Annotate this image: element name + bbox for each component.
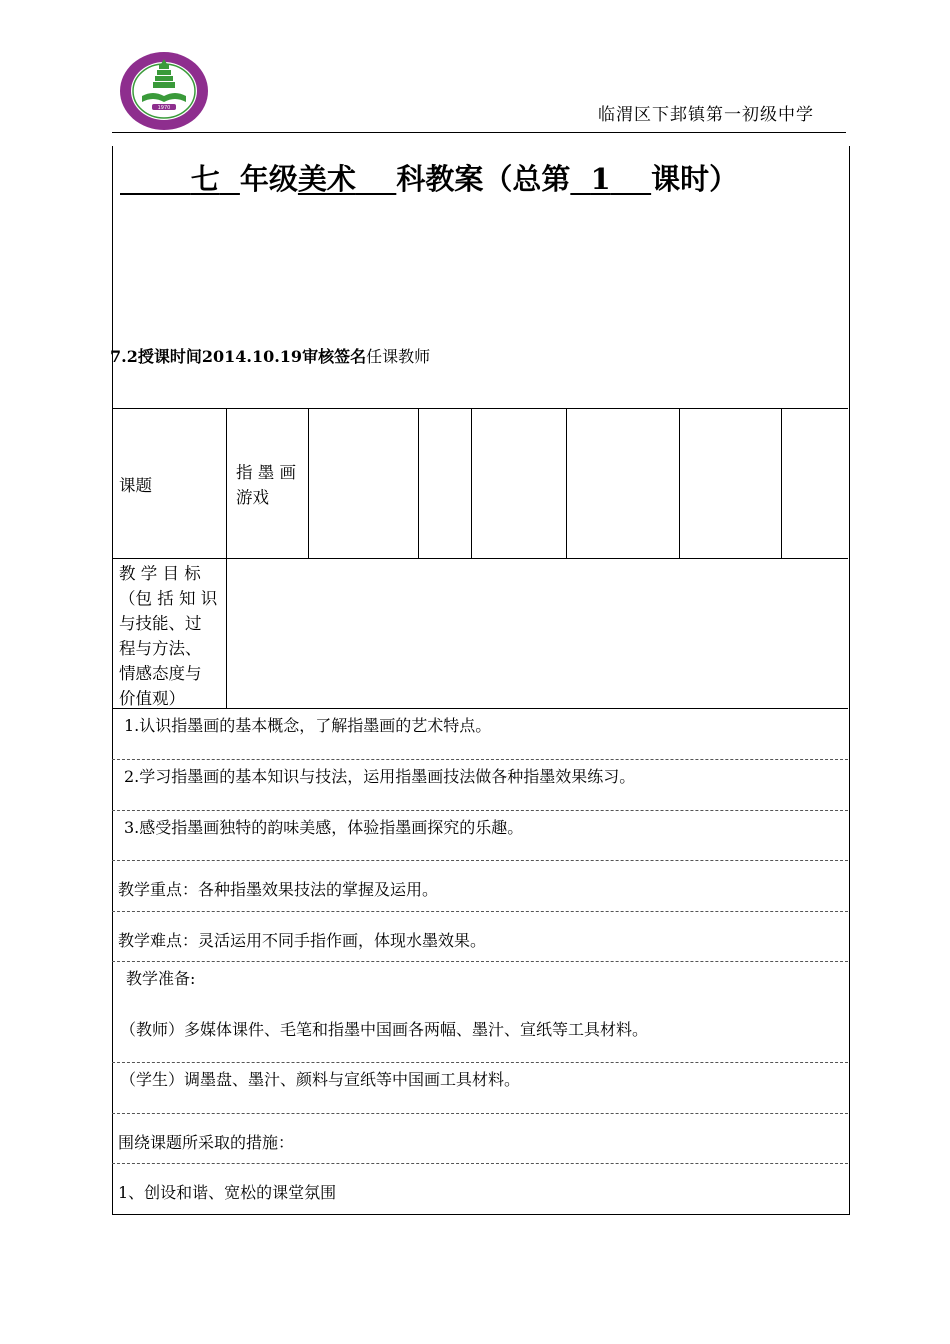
measures-heading: 围绕课题所采取的措施： [118,1133,295,1152]
lesson-suffix: 课时） [651,162,739,196]
row-divider [112,1062,848,1063]
page-title [120,157,738,198]
key-point-row: 教学重点：各种指墨效果技法的掌握及运用。 [118,880,439,899]
row-divider [112,961,848,962]
label-column-divider [226,408,227,708]
preparation-teacher: （教师）多媒体课件、毛笔和指墨中国画各两幅、墨汁、宣纸等工具材料。 [120,1020,649,1039]
teacher-label: 任课教师 [366,347,431,366]
topic-col-divider [308,408,309,558]
topic-label: 课题 [119,476,152,495]
topic-col-divider [781,408,782,558]
topic-col-divider [471,408,472,558]
lesson-plan-frame [112,146,850,1215]
lesson-number: 1 [590,162,611,196]
topic-col-divider [679,408,680,558]
topic-col-divider [566,408,567,558]
row-divider [112,759,848,760]
objectives-label-line: 程与方法、 [119,639,202,658]
topic-row-bottom [112,558,848,559]
topic-value-line1: 指 墨 画 [236,463,296,482]
row-divider [112,860,848,861]
preparation-student: （学生）调墨盘、墨汁、颜料与宣纸等中国画工具材料。 [120,1070,521,1089]
lesson-date: 2014.10.19 [201,347,303,366]
grade-value: 七 [190,162,220,196]
row-divider [112,1113,848,1114]
objective-item: 3.感受指墨画独特的韵味美感，体验指墨画探究的乐趣。 [124,818,524,837]
topic-value-line2: 游戏 [236,488,269,507]
objectives-label-line: 教 学 目 标 [119,564,201,583]
measure-item: 1、创设和谐、宽松的课堂氛围 [118,1183,337,1202]
topic-col-divider [418,408,419,558]
subject-value: 美术 [297,162,356,196]
objective-item: 2.学习指墨画的基本知识与技法，运用指墨画技法做各种指墨效果练习。 [124,767,636,786]
objectives-label-line: 情感态度与 [119,664,202,683]
meta-prefix: 7.2 [110,347,138,366]
table-top-border [112,408,848,409]
school-emblem-icon [118,50,210,132]
lesson-meta [110,344,430,367]
subject-suffix: 科教案（总第 [396,162,571,196]
time-label: 授课时间 [137,347,202,366]
objective-item: 1.认识指墨画的基本概念，了解指墨画的艺术特点。 [124,716,492,735]
objectives-row-bottom [112,708,848,709]
school-name: 临渭区下邽镇第一初级中学 [598,105,814,125]
header-divider [112,132,846,133]
difficulty-row: 教学难点：灵活运用不同手指作画，体现水墨效果。 [118,931,487,950]
objectives-label-line: （包 括 知 识 [119,589,218,608]
row-divider [112,1163,848,1164]
objectives-label-line: 价值观） [119,689,185,708]
grade-suffix: 年级 [239,162,298,196]
row-divider [112,911,848,912]
preparation-heading: 教学准备: [126,969,196,988]
review-label: 审核签名 [302,347,367,366]
objectives-label-line: 与技能、过 [119,614,202,633]
svg-text:1970: 1970 [157,105,171,111]
row-divider [112,810,848,811]
